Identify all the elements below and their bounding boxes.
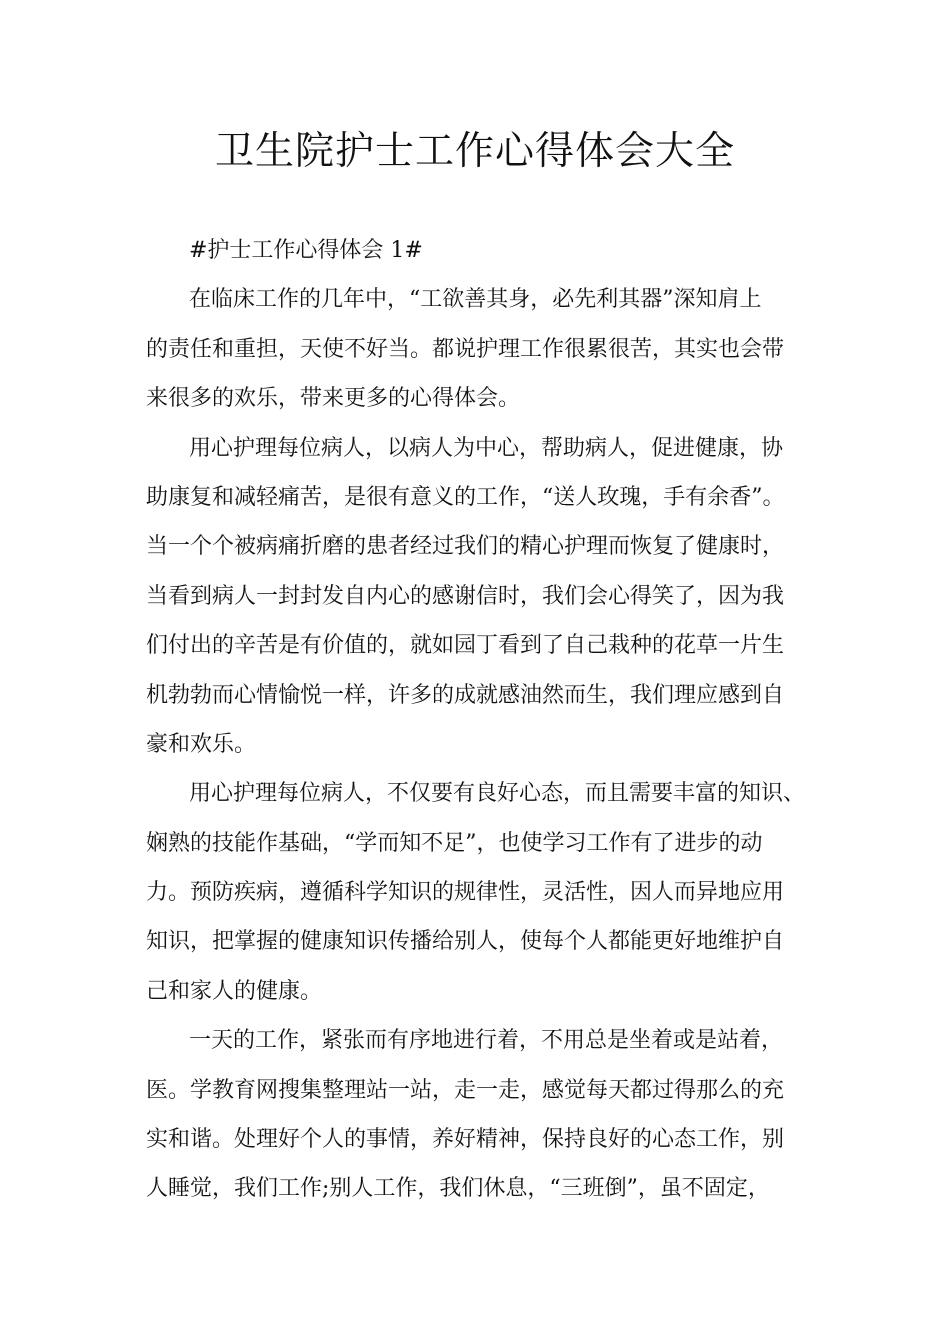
text-line: 知识，把掌握的健康知识传播给别人，使每个人都能更好地维护自 [146, 929, 785, 955]
document-body [146, 226, 808, 1214]
text-line: 医。学教育网搜集整理站一站，走一走，感觉每天都过得那么的充 [146, 1077, 785, 1103]
text-line: #护士工作心得体会 1# [189, 238, 423, 263]
text-line: 己和家人的健康。 [146, 978, 323, 1004]
text-line: 人睡觉，我们工作;别人工作，我们休息，“三班倒”，虽不固定， [146, 1176, 770, 1202]
text-line: 的责任和重担，天使不好当。都说护理工作很累很苦，其实也会带 [146, 336, 785, 362]
text-line: 娴熟的技能作基础，“学而知不足”，也使学习工作有了进步的动 [146, 830, 763, 856]
text-line: 机勃勃而心情愉悦一样，许多的成就感油然而生，我们理应感到自 [146, 682, 785, 708]
text-line: 来很多的欢乐，带来更多的心得体会。 [146, 386, 521, 412]
text-line: 用心护理每位病人，不仅要有良好心态，而且需要丰富的知识、 [189, 781, 806, 807]
document-title: 卫生院护士工作心得体会大全 [214, 129, 735, 174]
text-line: 实和谐。处理好个人的事情，养好精神，保持良好的心态工作，别 [146, 1127, 785, 1153]
text-line: 力。预防疾病，遵循科学知识的规律性，灵活性，因人而异地应用 [146, 880, 785, 906]
text-line: 在临床工作的几年中，“工欲善其身，必先利其器”深知肩上 [189, 287, 762, 313]
text-line: 当看到病人一封封发自内心的感谢信时，我们会心得笑了，因为我 [146, 583, 785, 609]
text-line: 豪和欢乐。 [146, 731, 257, 757]
text-line: 一天的工作，紧张而有序地进行着，不用总是坐着或是站着， [189, 1028, 784, 1054]
text-line: 助康复和减轻痛苦，是很有意义的工作，“送人玫瑰，手有余香”。 [146, 484, 785, 510]
text-line: 当一个个被病痛折磨的患者经过我们的精心护理而恢复了健康时， [146, 534, 785, 560]
text-line: 用心护理每位病人，以病人为中心，帮助病人，促进健康，协 [189, 435, 784, 461]
text-line: 们付出的辛苦是有价值的，就如园丁看到了自己栽种的花草一片生 [146, 633, 785, 659]
